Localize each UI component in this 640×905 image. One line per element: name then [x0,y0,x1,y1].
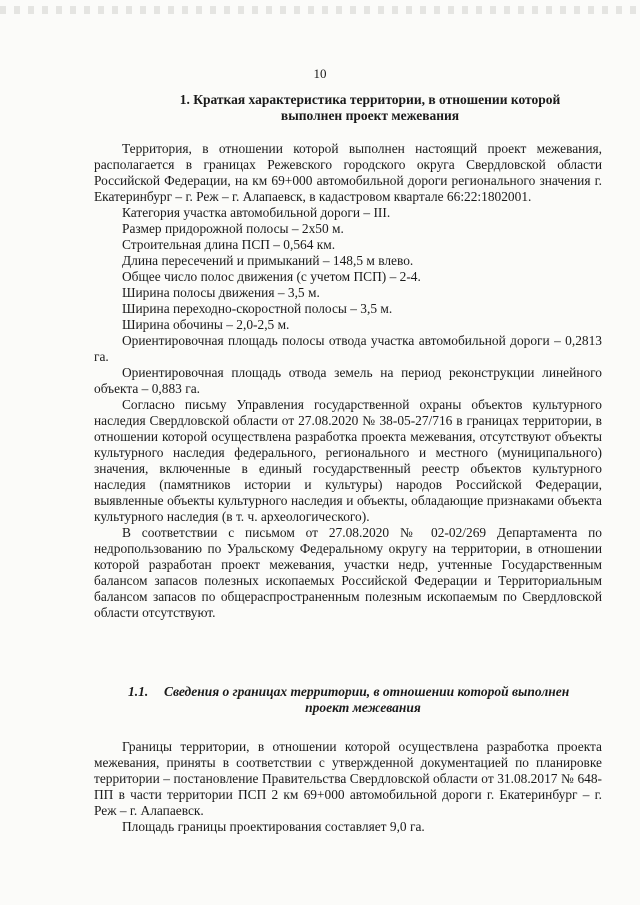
paragraph: Ориентировочная площадь отвода земель на период реконструкции линейного объекта – 0,883 га. [94,365,602,396]
section-heading [150,92,590,124]
paragraph: Границы территории, в отношении которой осуществлена разработка проекта межевания, приняты в соответствии с утвержденной документацией по планировке территории – постановление Правительства Свердловской области от 31.08.2017 № 648-ПП в части территории ПСП 2 км 69+000 автомобильной дороги г. Екатеринбург – г. Реж – г. Алапаевск. [94,739,602,818]
section-heading-line-2: выполнен проект межевания [280,108,460,123]
subsection-heading-line-2: проект межевания [305,700,421,715]
paragraph: Размер придорожной полосы – 2х50 м. [122,221,344,236]
paragraph: Ширина переходно-скоростной полосы – 3,5 м. [122,301,393,316]
page-number: 10 [313,66,327,81]
paragraph: Ориентировочная площадь полосы отвода участка автомобильной дороги – 0,2813 га. [94,333,602,364]
paragraph: Строительная длина ПСП – 0,564 км. [122,237,336,252]
paragraph: Территория, в отношении которой выполнен настоящий проект межевания, располагается в границах Режевского городского округа Свердловской области Российской Федерации, на км 69+000 автомобильной дороги регионального значения г. Екатеринбург – г. Реж – г. Алапаевск, в кадастровом квартале 66:22:1802001. [94,141,602,204]
paragraph: Длина пересечений и примыканий – 148,5 м влево. [122,253,414,268]
subsection-heading-line-1: Сведения о границах территории, в отношении которой выполнен [164,684,570,699]
paragraph: В соответствии с письмом от 27.08.2020 № 02-02/269 Департамента по недропользованию по Уральскому Федеральному округу на территории, в отношении которой разработан проект межевания, участки недр, учтенные Государственным балансом запасов полезных ископаемых Российской Федерации и Территориальным балансом запасов по общераспространенным полезным ископаемым по Свердловской области отсутствуют. [94,525,602,620]
paragraph: Согласно письму Управления государственной охраны объектов культурного наследия Свердловской области от 27.08.2020 № 38-05-27/716 в границах территории, в отношении которой осуществлена разработка проекта межевания, отсутствуют объекты культурного наследия федерального, регионального и местного (муниципального) значения, включенные в единый государственный реестр объектов культурного наследия (памятников истории и культуры) народов Российской Федерации, выявленные объекты культурного наследия и объекты, обладающие признаками объекта культурного наследия (в т. ч. археологического). [94,397,602,524]
paragraph: Категория участка автомобильной дороги – III. [122,205,391,220]
paragraph: Ширина полосы движения – 3,5 м. [122,285,320,300]
section-heading-line-1: 1. Краткая характеристика территории, в отношении которой [179,92,561,107]
subsection-number: 1.1. [128,684,149,699]
paragraph: Общее число полос движения (с учетом ПСП) – 2-4. [122,269,421,284]
paragraph: Площадь границы проектирования составляет 9,0 га. [122,819,425,834]
section-body [94,141,602,621]
paragraph: Ширина обочины – 2,0-2,5 м. [122,317,290,332]
scan-edge-artifact [0,6,640,14]
subsection-body [94,739,602,835]
